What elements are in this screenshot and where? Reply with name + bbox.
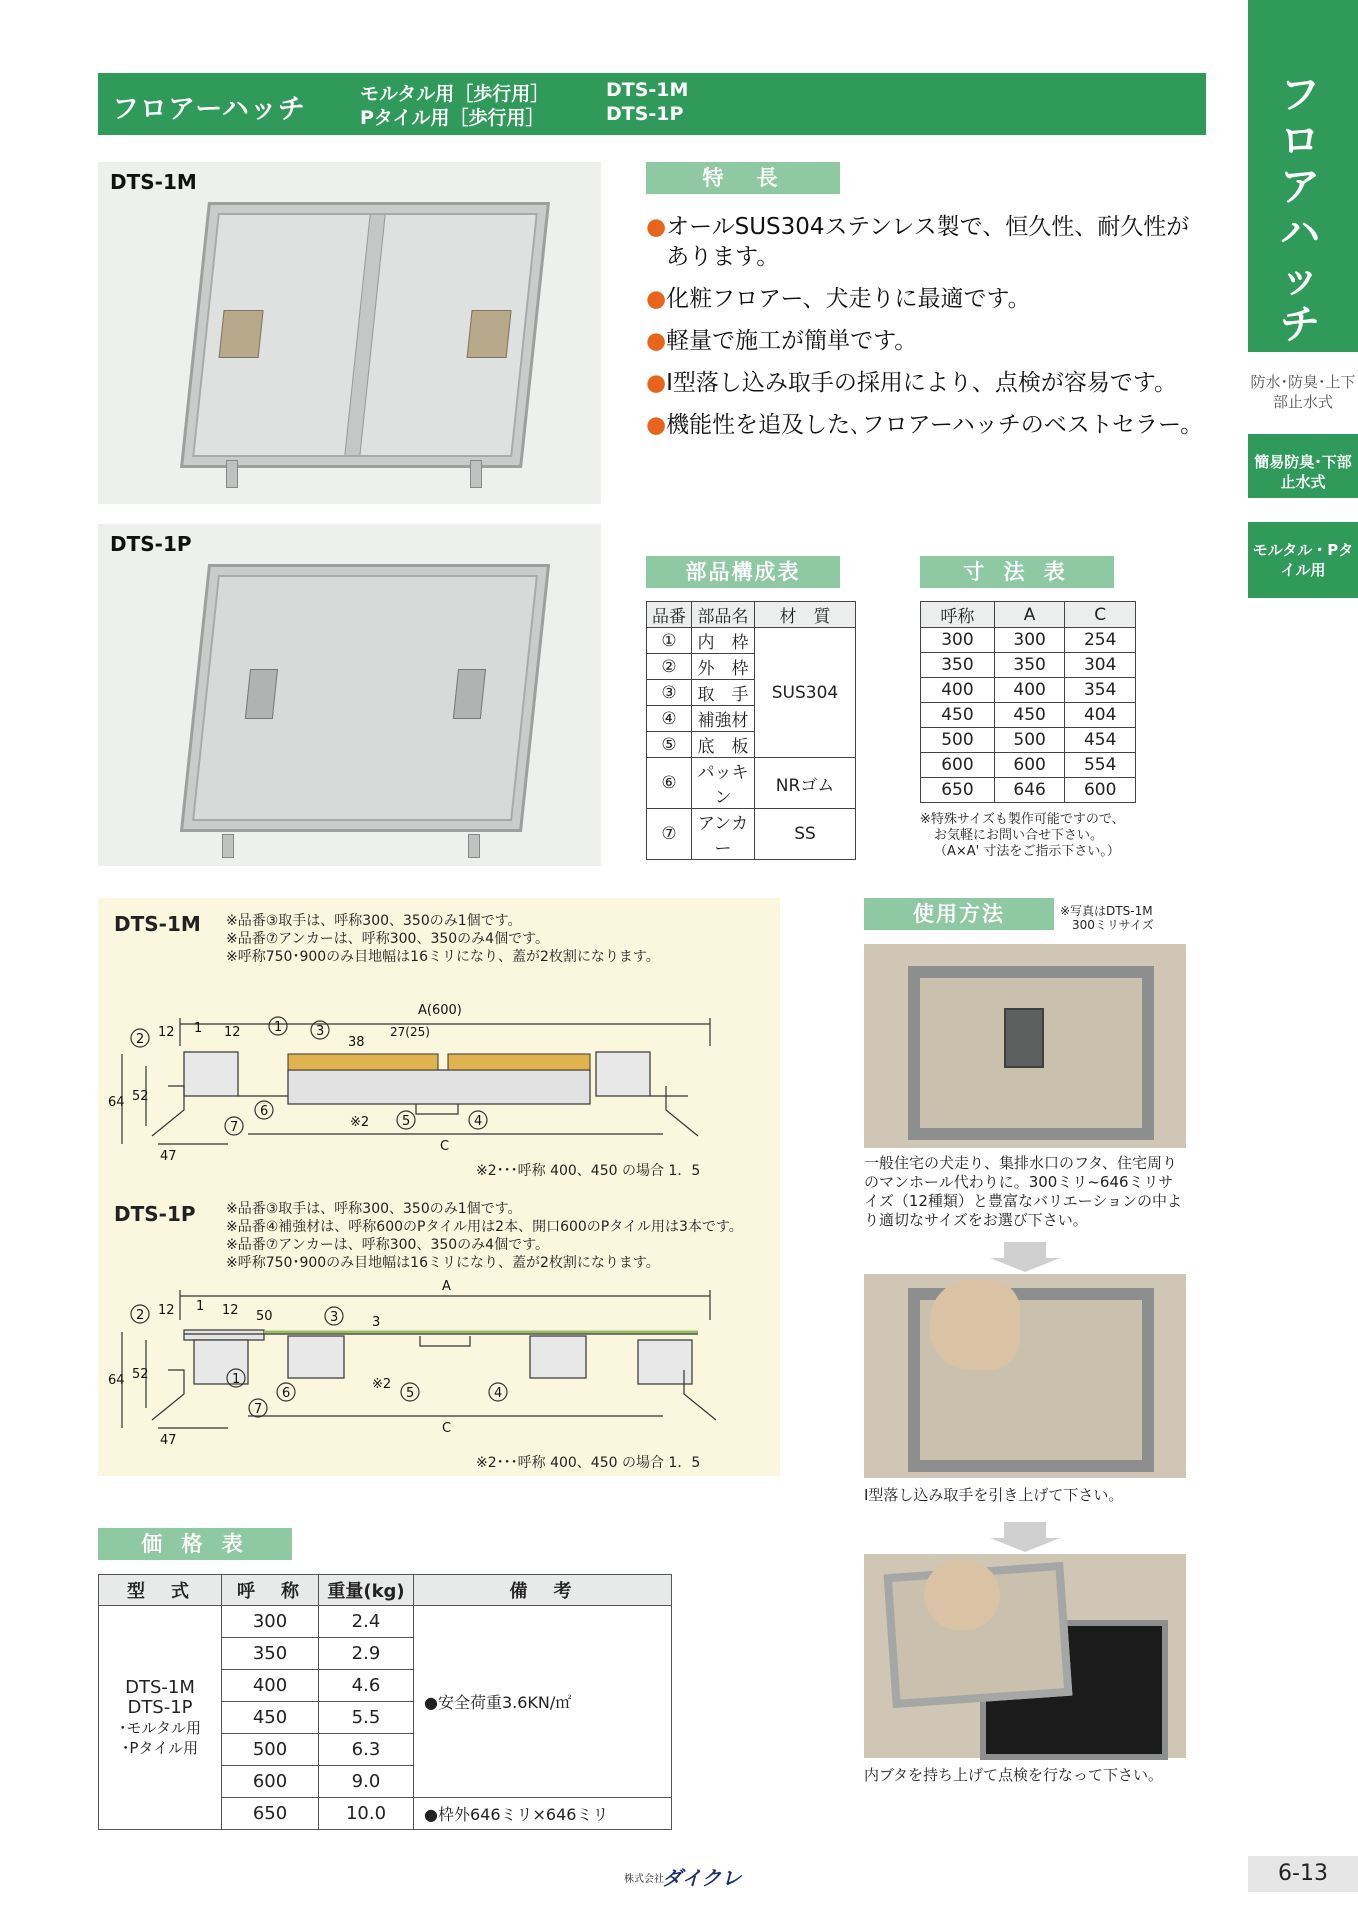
price-col-model: 型 式 [99,1575,222,1606]
table-row: ③ 取 手 [647,680,856,706]
table-row: 300 300 254 [921,628,1136,653]
parts-col-no: 品番 [647,602,692,628]
table-row: 450 5.5 [99,1702,672,1734]
diagram-p-drawing [98,1280,780,1450]
dims-heading: 寸 法 表 [920,556,1114,588]
down-arrow-icon [990,1258,1060,1272]
hand-icon [924,1560,1000,1630]
handle-left-p [245,669,278,719]
dims-note: ※特殊サイズも製作可能ですので、 お気軽にお問い合せ下さい。 （A×A' 寸法をご指示下さい。） [920,812,1125,859]
diagram-m-label: 2 [136,1032,145,1047]
page-title: フロアーハッチ [112,94,306,125]
diagram-m-dim-c: C [440,1139,450,1154]
features-list [646,212,1206,440]
diagram-m-label: ※2 [350,1115,370,1130]
diagram-p-label: 12 [222,1303,239,1318]
hand-icon [930,1280,1020,1370]
parts-col-name: 部品名 [692,602,755,628]
side-link-simple[interactable]: 簡易防臭･下部止水式 [1248,434,1358,498]
diagram-m-label: 47 [160,1149,177,1164]
diagram-m-label: 5 [402,1114,411,1129]
side-tab [1248,0,1358,352]
table-row: 650 10.0 ●枠外646ミリ×646ミリ [99,1798,672,1830]
usage-caption-3: 内ブタを持ち上げて点検を行なって下さい。 [864,1766,1163,1784]
diagram-m-label: 3 [316,1024,325,1039]
material-ss: SS [755,809,856,860]
diagram-m-label: 7 [230,1120,239,1135]
price-col-weight: 重量(kg) [319,1575,414,1606]
table-row: 400 4.6 [99,1670,672,1702]
diagram-m-dim-a: A(600) [418,1003,462,1018]
handle-right-p [453,669,486,719]
diagram-p-label: 3 [372,1315,381,1330]
price-heading: 価 格 表 [98,1528,292,1560]
table-row: 650 646 600 [921,778,1136,803]
diagram-p-label: 64 [108,1373,125,1388]
diagram-p-label: 3 [330,1310,339,1325]
down-arrow-icon [1004,1522,1046,1538]
side-link-mortar-ptile[interactable]: モルタル・Pタイル用 [1248,520,1358,598]
diagram-m-label: 64 [108,1095,125,1110]
bullet-icon: ● [646,370,667,396]
bullet-icon: ● [646,214,667,240]
diagram-m-label: 1 [194,1021,203,1036]
hatch-handle [1004,1008,1044,1068]
diagram-p-label: 7 [254,1402,263,1417]
usage-caption-2: I型落し込み取手を引き上げて下さい。 [864,1486,1124,1504]
handle-left-m [219,310,264,358]
price-table [98,1574,672,1830]
diagram-m-label: 1 [274,1020,283,1035]
down-arrow-icon [1004,1242,1046,1258]
diagram-m-label: 6 [260,1104,269,1119]
table-row: 600 9.0 [99,1766,672,1798]
hatch-frame-m [180,202,550,468]
diagram-m-label: 27(25) [390,1025,430,1039]
price-remark-load: ●安全荷重3.6KN/㎡ [414,1606,672,1798]
photo-dts1p [98,524,601,866]
footer-company-prefix: 株式会社 [624,1874,664,1885]
diagram-p-label: 47 [160,1433,177,1448]
anchor-left-p [222,834,234,858]
table-row: 400 400 354 [921,678,1136,703]
feature-item: ● 機能性を追及した､フロアーハッチのベストセラー。 [646,412,1204,438]
diagram-p-label: 4 [494,1386,503,1401]
feature-item: ● 化粧フロアー、犬走りに最適です。 [646,286,1031,312]
table-row: 500 500 454 [921,728,1136,753]
diagram-p-label: 50 [256,1309,273,1324]
table-row: 350 350 304 [921,653,1136,678]
diagram-p-notes: ※品番③取手は、呼称300、350のみ1個です。 ※品番④補強材は、呼称600のPタイル用は2本、開口600のPタイル用は3本です。 ※品番⑦アンカーは、呼称300、350のみ4個です。 ※呼称750･900のみ目地幅は16ミリになり、蓋が2枚割になります。 [226,1201,743,1271]
handle-right-m [467,310,512,358]
diagram-m-label: 38 [348,1035,365,1050]
diagram-p-label: 12 [158,1303,175,1318]
table-row: DTS-1M DTS-1P ･モルタル用 ･Pタイル用 300 2.4 ●安全荷重3.6KN/㎡ [99,1606,672,1638]
feature-item: ● I型落し込み取手の採用により、点検が容易です。 [646,370,1178,396]
diagram-m-label: 52 [132,1089,149,1104]
usage-photo-1 [864,944,1186,1148]
diagram-p-title: DTS-1P [114,1202,196,1226]
parts-heading: 部品構成表 [646,556,840,588]
diagram-p-label: 5 [406,1386,415,1401]
side-vertical-title: フロアハッチ [1280,72,1320,348]
parts-table [646,601,856,860]
material-nr: NRゴム [755,758,856,809]
feature-item: ● オールSUS304ステンレス製で、恒久性、耐久性があります。 [646,214,1190,270]
anchor-right-m [470,460,482,488]
photo-label-m: DTS-1M [110,170,197,194]
photo-dts1m [98,162,601,504]
diagram-p-label: 52 [132,1367,149,1382]
diagram-p-label: 1 [196,1299,205,1314]
diagram-p-dim-c: C [442,1421,452,1436]
photo-label-p: DTS-1P [110,532,192,556]
table-row: 600 600 554 [921,753,1136,778]
dims-col-nominal: 呼称 [921,602,995,628]
diagram-p-label: 6 [282,1386,291,1401]
parts-col-material: 材 質 [755,602,856,628]
table-row: ② 外 枠 [647,654,856,680]
table-row: ④ 補強材 [647,706,856,732]
diagram-p-label: 1 [232,1372,241,1387]
feature-item: ● 軽量で施工が簡単です。 [646,328,918,354]
anchor-left-m [226,460,238,488]
usage-photo-note: ※写真はDTS-1M 300ミリサイズ [1060,904,1154,932]
diagram-m-label: 4 [474,1114,483,1129]
dims-table [920,601,1136,803]
price-col-nominal: 呼 称 [222,1575,319,1606]
lid-divider [344,215,385,455]
side-link-waterproof[interactable]: 防水･防臭･上下部止水式 [1250,373,1356,411]
bullet-icon: ● [646,328,667,354]
diagram-m-footnote: ※2･･･呼称 400、450 の場合 1．5 [476,1163,701,1179]
bullet-icon: ● [646,286,667,312]
header-sub-mortar: モルタル用［歩行用］ [360,83,550,105]
diagram-p-label: 2 [136,1308,145,1323]
usage-photo-3 [864,1554,1186,1758]
price-remark-size: ●枠外646ミリ×646ミリ [414,1798,672,1830]
header-code-p: DTS-1P [606,103,684,125]
diagram-p-label: ※2 [372,1377,392,1392]
usage-photo-2 [864,1274,1186,1478]
hatch-frame-p [180,564,550,832]
table-row: 350 2.9 [99,1638,672,1670]
diagram-m-label: 12 [224,1025,241,1040]
features-heading: 特 長 [646,162,840,194]
diagram-m-title: DTS-1M [114,912,201,936]
price-col-remark: 備 考 [414,1575,672,1606]
header-band [98,73,1206,135]
hatch-lid-m [192,213,538,457]
anchor-right-p [468,834,480,858]
bullet-icon: ● [646,412,667,438]
header-code-m: DTS-1M [606,79,689,101]
down-arrow-icon [990,1538,1060,1552]
table-row: ① 内 枠 SUS304 [647,628,856,654]
material-sus: SUS304 [755,628,856,758]
price-model-cell: DTS-1M DTS-1P ･モルタル用 ･Pタイル用 [99,1606,222,1830]
diagram-panel [98,898,780,1476]
table-row: 450 450 404 [921,703,1136,728]
usage-caption-1: 一般住宅の犬走り、集排水口のフタ、住宅周りのマンホール代わりに。300ミリ~646ミリサイズ（12種類）と豊富なバリエーションの中より適切なサイズをお選び下さい。 [864,1154,1183,1229]
dims-col-c: C [1065,602,1136,628]
table-row: ⑦ アンカー SS [647,809,856,860]
usage-heading: 使用方法 [864,898,1054,930]
hatch-lid-p [192,575,538,821]
table-row: 500 6.3 [99,1734,672,1766]
diagram-m-label: 12 [158,1025,175,1040]
table-row: ⑤ 底 板 [647,732,856,758]
diagram-p-dim-a: A [442,1280,451,1294]
table-row: ⑥ パッキン NRゴム [647,758,856,809]
header-sub-ptile: Pタイル用［歩行用］ [360,107,545,129]
footer-company-logo: ダイクレ [662,1866,742,1890]
dims-col-a: A [994,602,1065,628]
diagram-m-notes: ※品番③取手は、呼称300、350のみ1個です。 ※品番⑦アンカーは、呼称300、350のみ4個です。 ※呼称750･900のみ目地幅は16ミリになり、蓋が2枚割になります。 [226,913,660,965]
diagram-p-footnote: ※2･･･呼称 400、450 の場合 1．5 [476,1455,701,1471]
page-number: 6-13 [1248,1856,1358,1892]
